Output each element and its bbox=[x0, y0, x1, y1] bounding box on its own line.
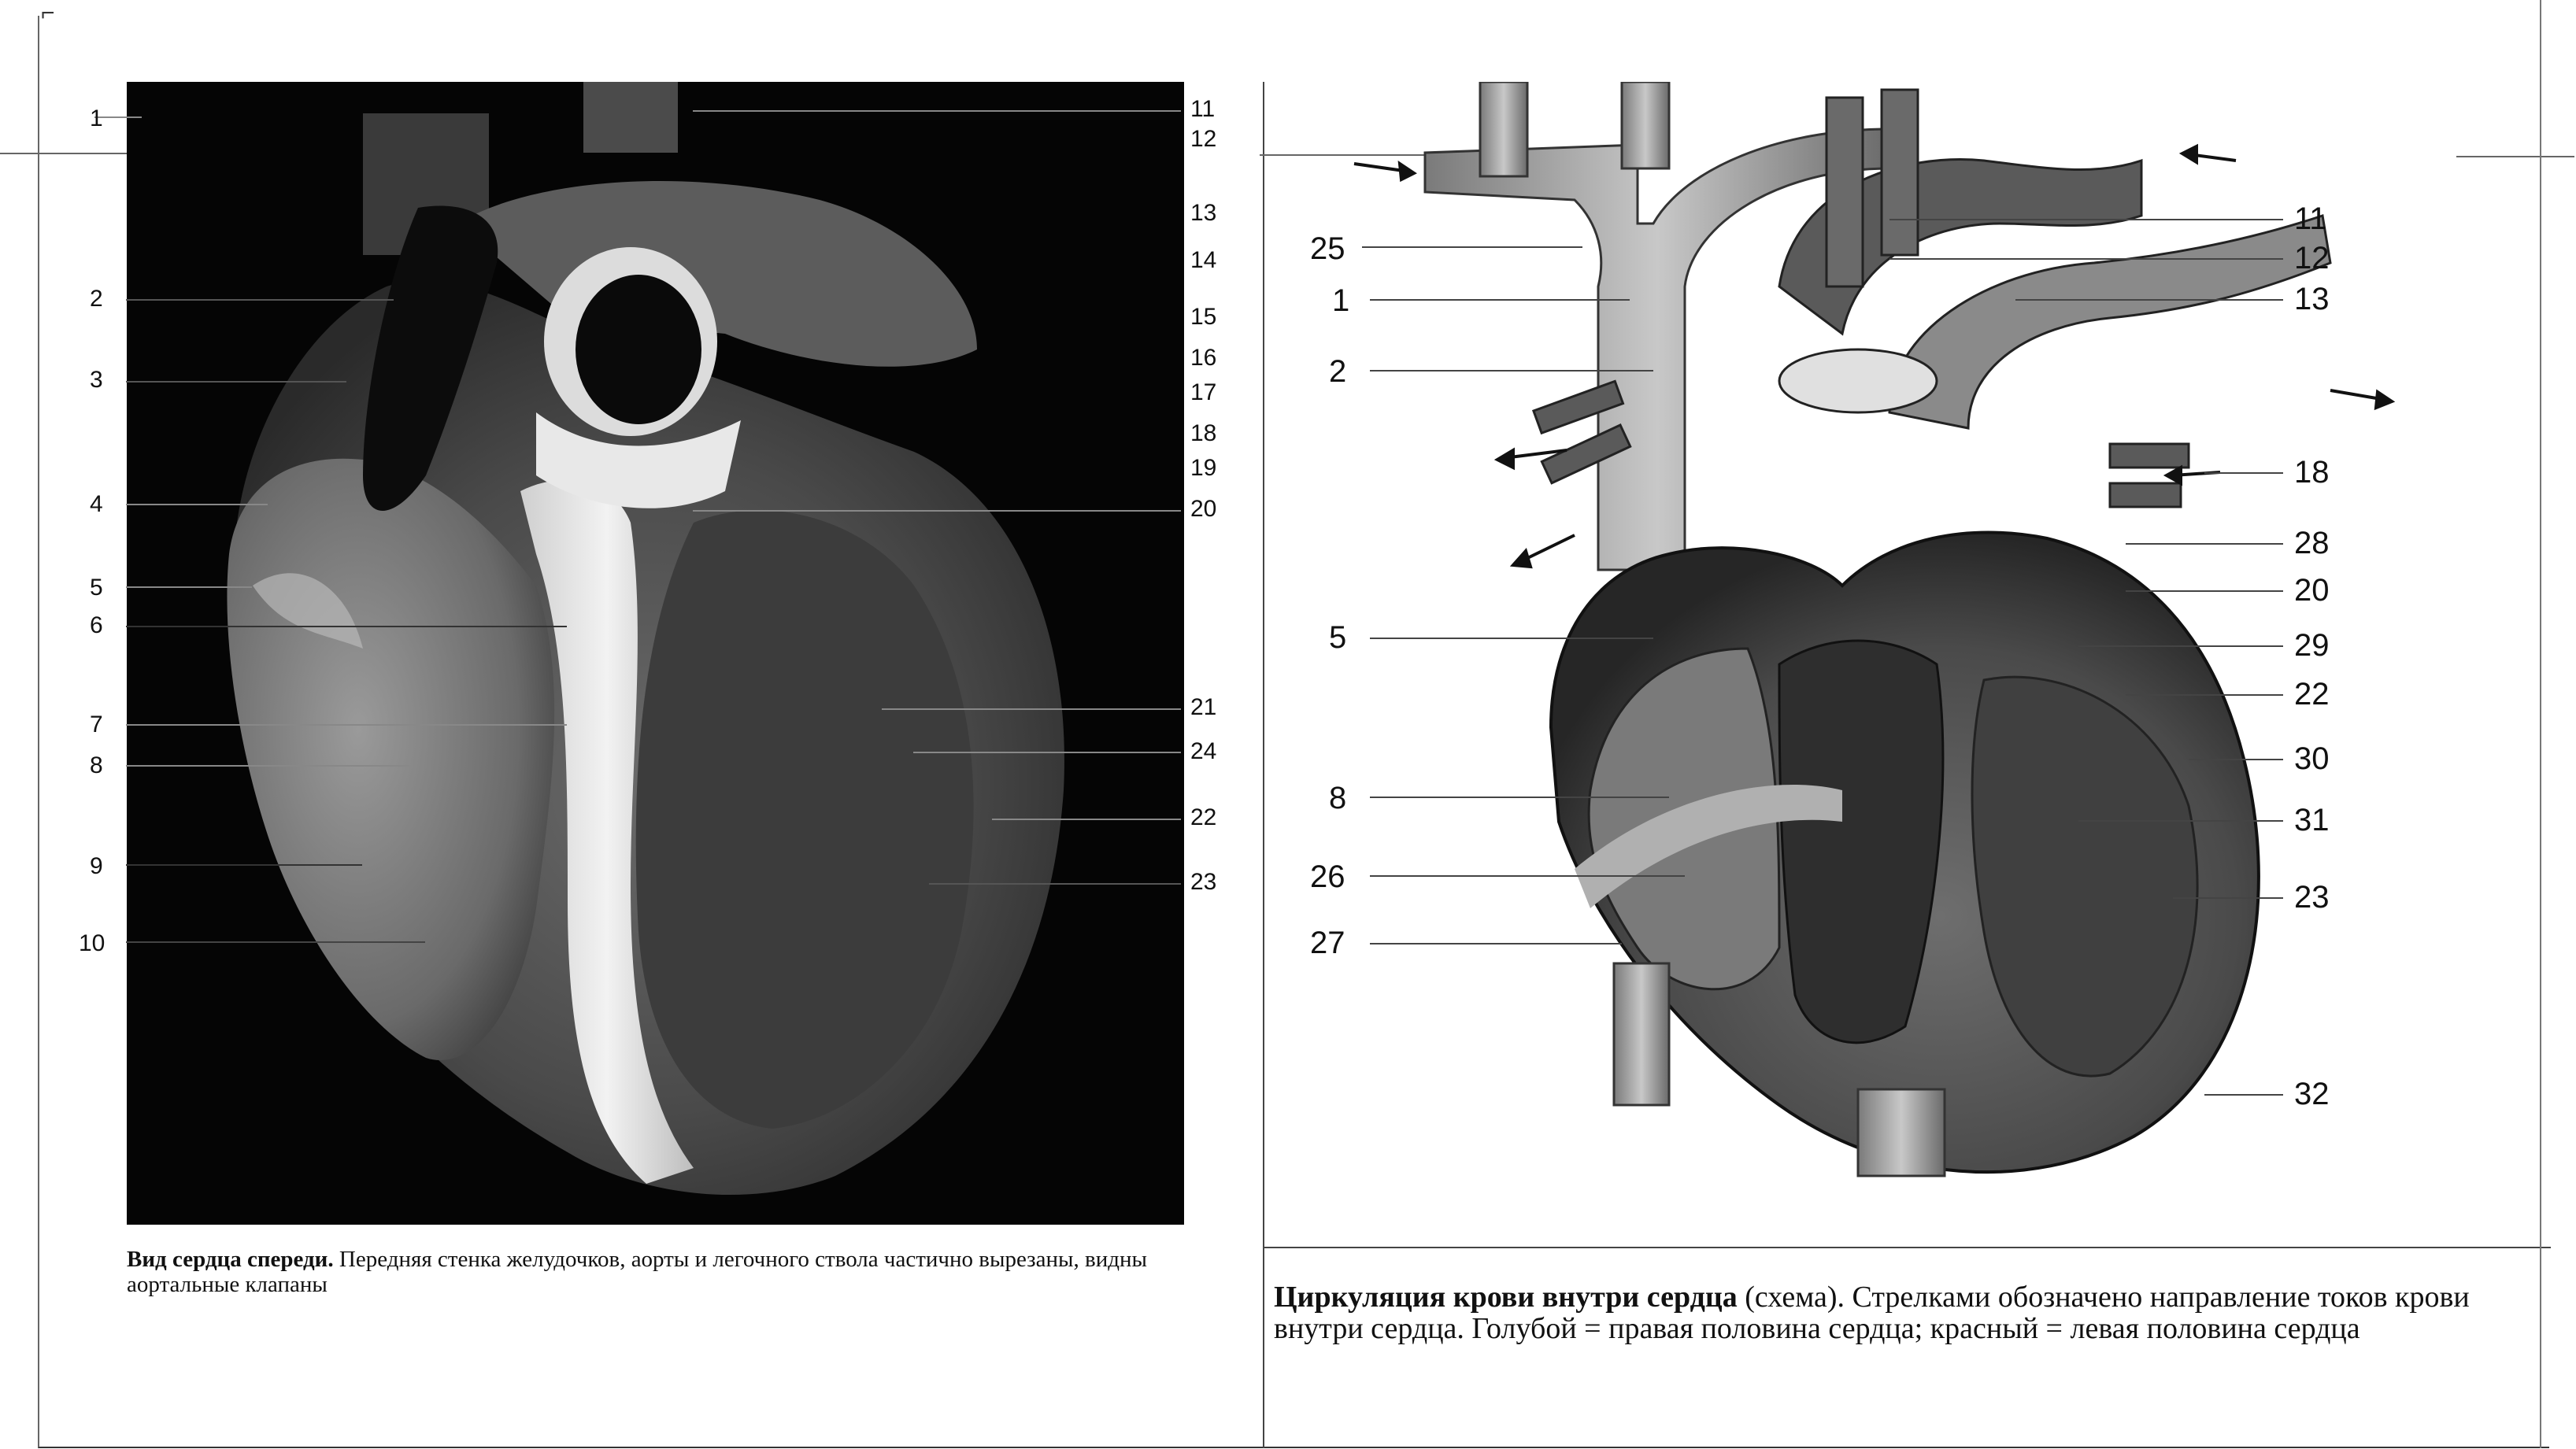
scheme-leader-1 bbox=[1370, 299, 1630, 301]
photo-leader-9 bbox=[126, 864, 362, 866]
photo-leader-5 bbox=[126, 586, 252, 588]
scheme-leader-r28 bbox=[2126, 543, 2283, 545]
photo-caption-title: Вид сердца спереди. bbox=[127, 1247, 334, 1272]
scheme-label-right: 22 bbox=[2294, 677, 2330, 712]
photo-label-right: 12 bbox=[1190, 126, 1217, 152]
scheme-label-left: 1 bbox=[1332, 283, 1350, 318]
photo-leader-r24 bbox=[913, 752, 1181, 753]
photo-leader-3 bbox=[126, 381, 346, 383]
right-edge-rule bbox=[2540, 0, 2541, 1448]
scheme-leader-r11 bbox=[1889, 219, 2283, 220]
scheme-label-right: 28 bbox=[2294, 526, 2330, 560]
photo-label-left: 5 bbox=[90, 575, 103, 601]
photo-label-left: 10 bbox=[79, 930, 105, 956]
scheme-label-left: 27 bbox=[1310, 926, 1345, 960]
photo-label-left: 4 bbox=[90, 491, 103, 517]
heart-scheme bbox=[1338, 82, 2401, 1223]
photo-label-right: 13 bbox=[1190, 200, 1217, 226]
photo-label-right: 20 bbox=[1190, 496, 1217, 522]
scheme-label-right: 12 bbox=[2294, 241, 2330, 275]
scheme-leader-5 bbox=[1370, 638, 1653, 639]
scheme-leader-r32 bbox=[2204, 1094, 2283, 1096]
photo-label-left: 7 bbox=[90, 712, 103, 737]
scheme-label-left: 26 bbox=[1310, 859, 1345, 894]
scheme-leader-27 bbox=[1370, 943, 1622, 944]
photo-label-right: 19 bbox=[1190, 455, 1217, 481]
scheme-label-right: 13 bbox=[2294, 282, 2330, 316]
heart-photo bbox=[127, 82, 1184, 1225]
photo-label-left: 3 bbox=[90, 367, 103, 393]
scheme-leader-r22 bbox=[2126, 694, 2283, 696]
scheme-leader-r12 bbox=[1889, 258, 2283, 260]
caption-rule bbox=[1263, 1247, 2551, 1248]
photo-label-left: 8 bbox=[90, 752, 103, 778]
scheme-label-left: 8 bbox=[1329, 781, 1347, 815]
photo-label-right: 15 bbox=[1190, 304, 1217, 330]
scheme-label-right: 32 bbox=[2294, 1077, 2330, 1111]
photo-label-right: 23 bbox=[1190, 869, 1217, 895]
scheme-caption-title: Циркуляция крови внутри сердца bbox=[1274, 1281, 1738, 1314]
corner-mark: ⌐ bbox=[41, 0, 55, 26]
scheme-leader-25 bbox=[1362, 246, 1582, 248]
photo-caption-text: Передняя стенка желудочков, аорты и легочного ствола частично вырезаны, видны аортальные клапаны bbox=[127, 1247, 1147, 1297]
photo-label-right: 17 bbox=[1190, 379, 1217, 405]
scheme-leader-r29 bbox=[2078, 645, 2283, 647]
scheme-label-left: 25 bbox=[1310, 231, 1345, 266]
scheme-caption-text: Стрелками обозначено направление токов крови внутри сердца. Голубой = правая половина сердца; красный = левая половина сердца bbox=[1274, 1281, 2470, 1345]
photo-leader-r21 bbox=[882, 708, 1181, 710]
photo-leader-8 bbox=[126, 765, 409, 767]
photo-label-right: 22 bbox=[1190, 804, 1217, 830]
scheme-caption-paren: (схема). bbox=[1745, 1281, 1845, 1314]
photo-leader-r23 bbox=[929, 883, 1181, 885]
photo-label-left: 2 bbox=[90, 286, 103, 312]
photo-leader-r11 bbox=[693, 110, 1181, 112]
scheme-leader-r20 bbox=[2126, 590, 2283, 592]
photo-leader-10 bbox=[126, 941, 425, 943]
photo-leader-7 bbox=[126, 724, 567, 726]
panel-divider bbox=[1263, 82, 1264, 1448]
photo-leader-r20 bbox=[693, 510, 1181, 512]
photo-leader-6 bbox=[126, 626, 567, 627]
photo-label-right: 21 bbox=[1190, 694, 1217, 720]
photo-label-right: 11 bbox=[1190, 96, 1216, 122]
scheme-leader-r30 bbox=[2189, 759, 2283, 760]
photo-label-left: 1 bbox=[90, 105, 103, 131]
photo-label-right: 16 bbox=[1190, 345, 1217, 371]
photo-label-left: 9 bbox=[90, 853, 103, 879]
scheme-leader-26 bbox=[1370, 875, 1685, 877]
photo-label-left: 6 bbox=[90, 612, 103, 638]
scheme-leader-r13 bbox=[2015, 299, 2283, 301]
scheme-label-right: 31 bbox=[2294, 803, 2330, 837]
photo-label-right: 18 bbox=[1190, 420, 1217, 446]
photo-label-right: 14 bbox=[1190, 247, 1217, 273]
scheme-leader-2 bbox=[1370, 370, 1653, 371]
scheme-caption bbox=[1274, 1281, 2502, 1344]
photo-leader-r22 bbox=[992, 819, 1181, 820]
scheme-label-right: 20 bbox=[2294, 573, 2330, 608]
top-rule-far-right bbox=[2456, 156, 2574, 157]
scheme-leader-r18 bbox=[2204, 472, 2283, 474]
scheme-leader-r23 bbox=[2173, 897, 2283, 899]
photo-caption bbox=[127, 1247, 1174, 1297]
scheme-label-left: 2 bbox=[1329, 354, 1347, 389]
photo-label-right: 24 bbox=[1190, 738, 1217, 764]
scheme-leader-r31 bbox=[2078, 820, 2283, 822]
scheme-label-right: 30 bbox=[2294, 741, 2330, 776]
photo-leader-4 bbox=[126, 504, 268, 505]
scheme-label-left: 5 bbox=[1329, 620, 1347, 655]
scheme-label-right: 18 bbox=[2294, 455, 2330, 490]
photo-leader-2 bbox=[126, 299, 394, 301]
scheme-label-right: 11 bbox=[2294, 201, 2327, 236]
scheme-leader-8 bbox=[1370, 797, 1669, 798]
scheme-label-right: 23 bbox=[2294, 880, 2330, 915]
scheme-label-right: 29 bbox=[2294, 628, 2330, 663]
